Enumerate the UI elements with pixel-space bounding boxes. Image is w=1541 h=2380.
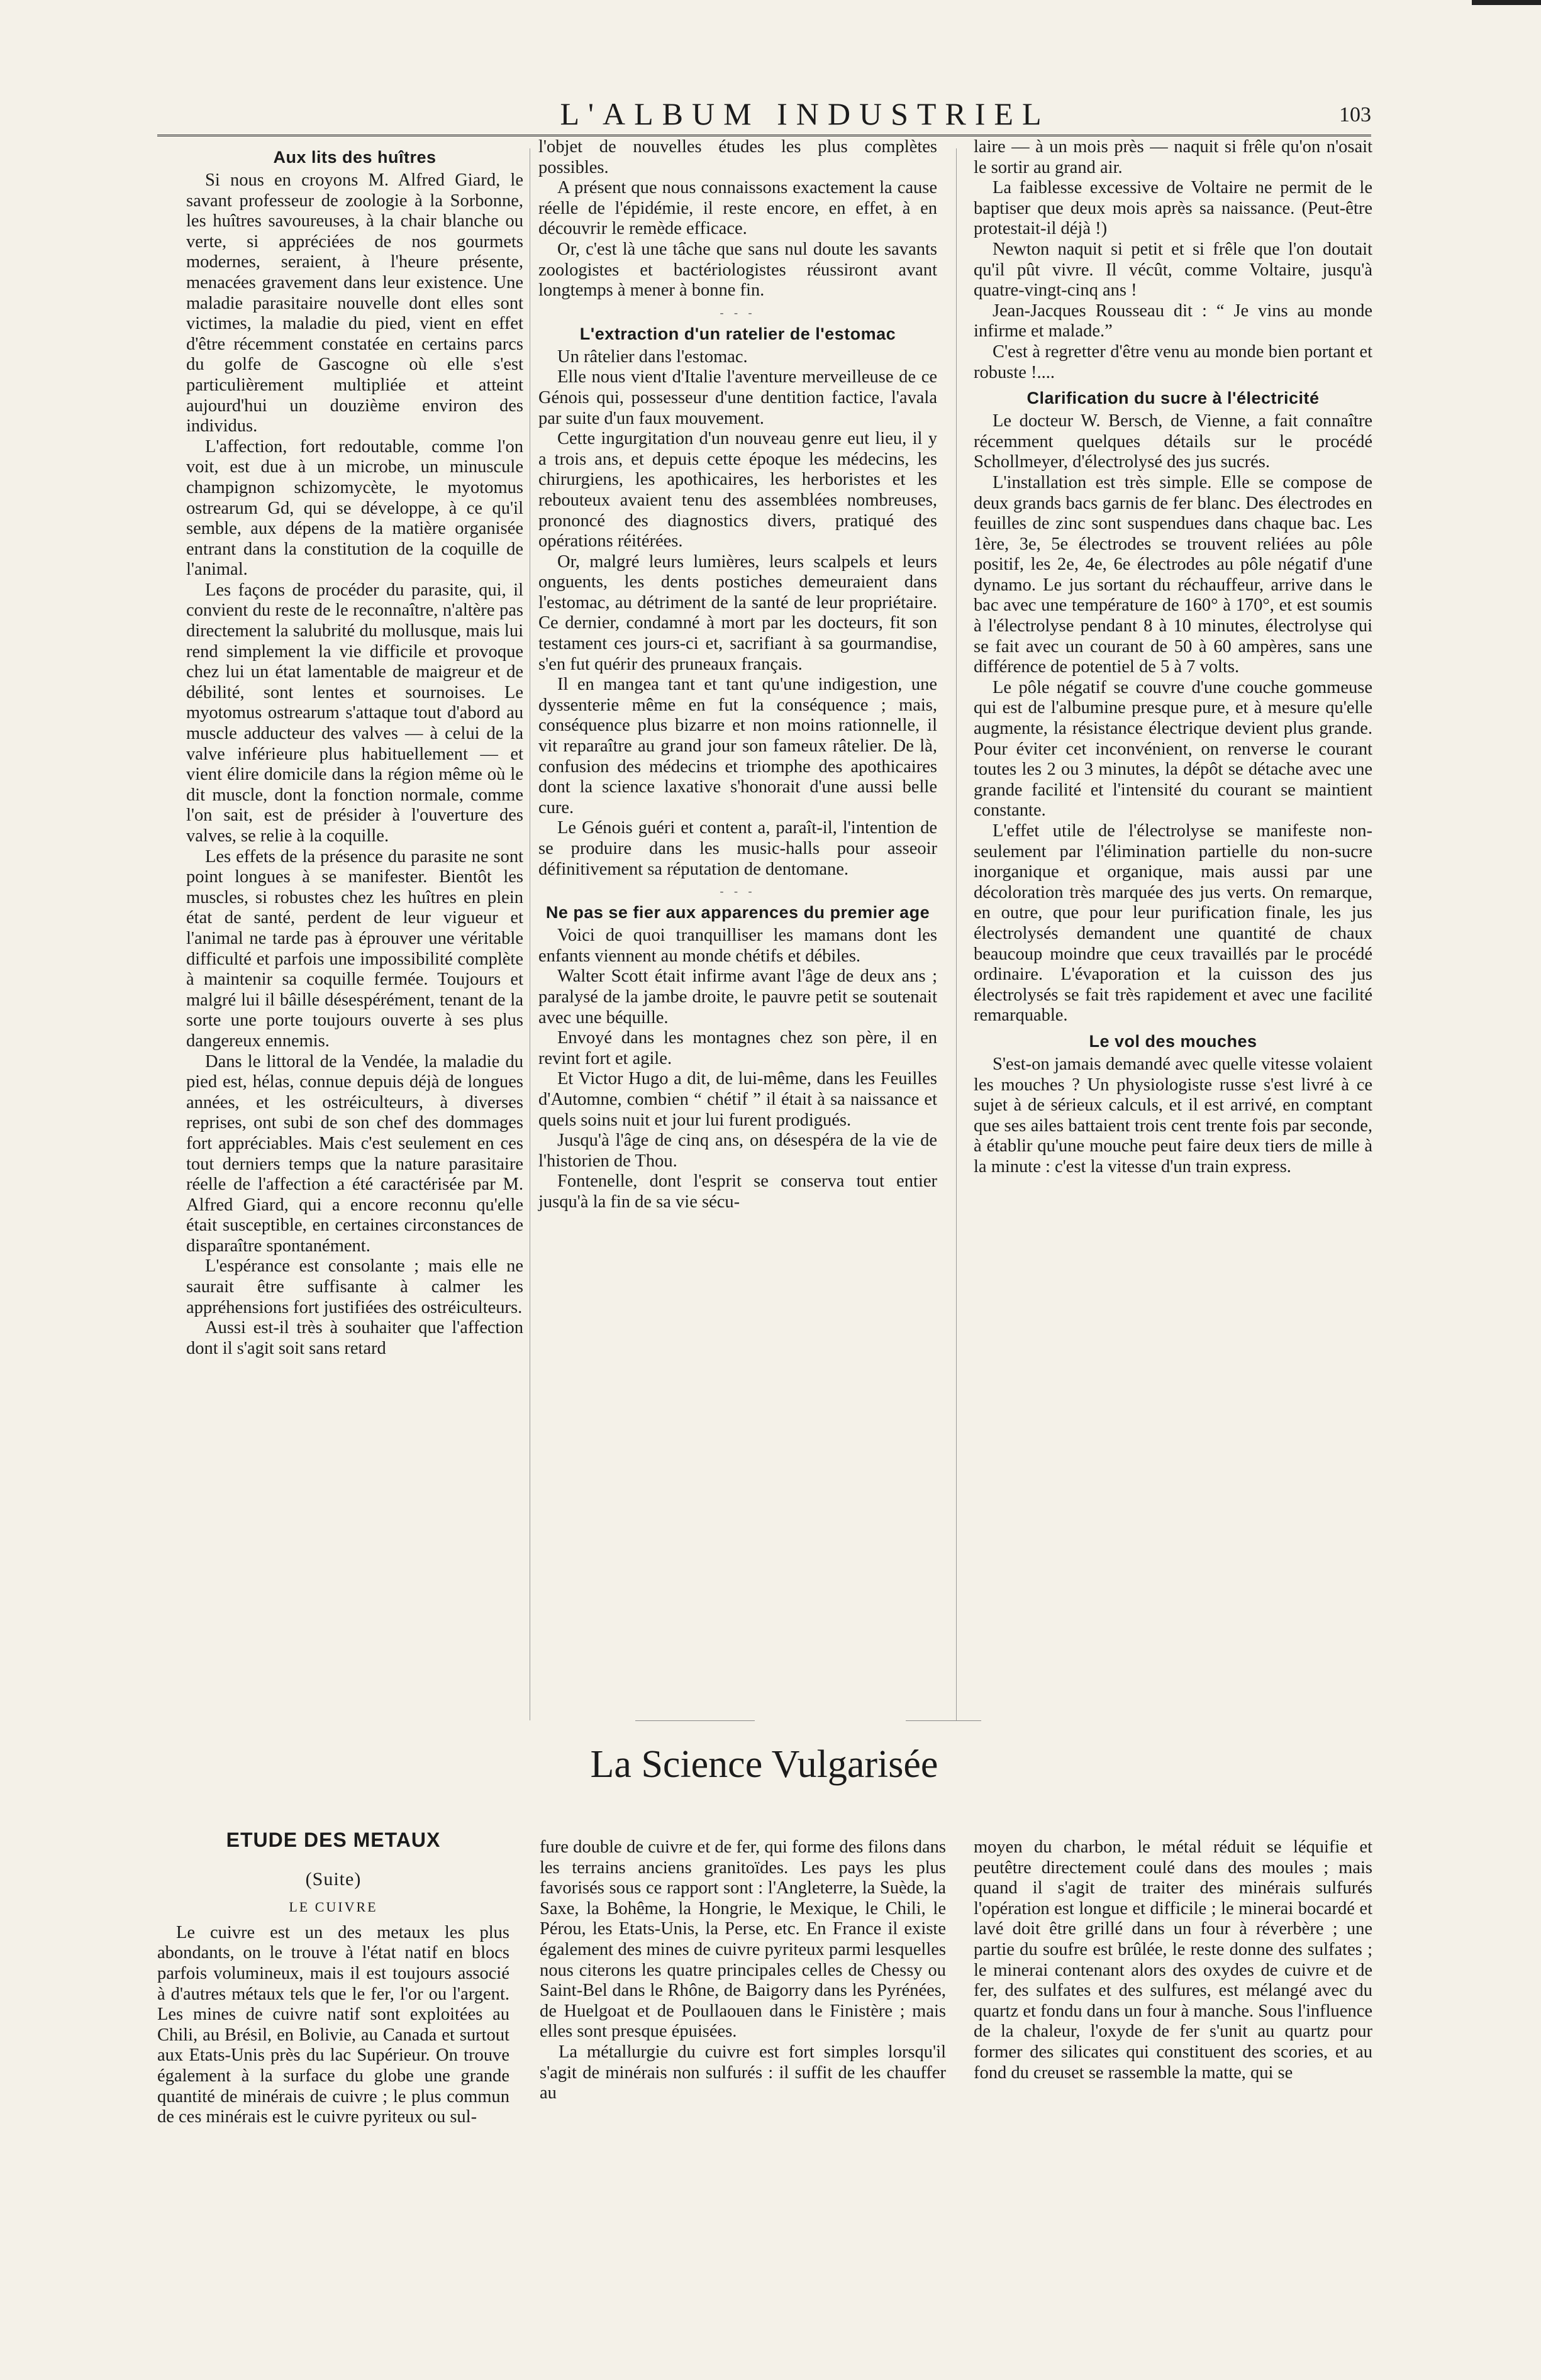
paragraph: laire — à un mois près — naquit si frêle qu'on n'osait le sortir au grand air. bbox=[974, 137, 1372, 177]
paragraph: La métallurgie du cuivre est fort simples lorsqu'il s'agit de minérais non sulfurés : il suffit de les chauffer au bbox=[540, 2042, 946, 2103]
article-heading: Aux lits des huîtres bbox=[273, 148, 437, 167]
paragraph: Dans le littoral de la Vendée, la maladie du pied est, hélas, connue depuis déjà de longues années, et les ostréiculteurs, à diverses reprises, ont subi de son chef des dommages fort appréciables. Mais c'est seulement en ces tout derniers temps que la nature parasitaire réelle de l'affection a été caractérisée par M. Alfred Giard, qui a encore reconnu qu'elle était susceptible, en certaines circonstances de disparaître spontanément. bbox=[186, 1051, 523, 1256]
paragraph: Envoyé dans les montagnes chez son père, il en revint fort et agile. bbox=[538, 1028, 937, 1068]
paragraph: l'objet de nouvelles études les plus complètes possibles. bbox=[538, 137, 937, 177]
bottom-column-3 bbox=[974, 1837, 1372, 2083]
paragraph: Or, malgré leurs lumières, leurs scalpels et leurs onguents, les dents postiches demeuraient dans l'estomac, au détriment de la santé de leur propriétaire. Ce dernier, condamné à mort par les docteurs, fit son testament ces jours-ci et, sacrifiant à sa gourmandise, s'en fut quérir des pruneaux français. bbox=[538, 551, 937, 674]
section-subtitle: LE CUIVRE bbox=[289, 1899, 378, 1915]
article-column-3 bbox=[974, 137, 1372, 1178]
section-continuation: (Suite) bbox=[305, 1868, 362, 1890]
paragraph: Le docteur W. Bersch, de Vienne, a fait connaître récemment quelques détails sur le procédé Schollmeyer, d'électrolysé des jus sucrés. bbox=[974, 411, 1372, 472]
paragraph: Les effets de la présence du parasite ne sont point longues à se manifester. Bientôt les muscles, si robustes chez les huîtres en plein état de santé, perdent de leur vigueur et l'animal ne tarde pas à éprouver une véritable difficulté et parfois une impossibilité complète à maintenir sa coquille fermée. Toujours et malgré lui il bâille désespérément, tenant de la sorte une porte toujours ouverte à ses plus dangereux ennemis. bbox=[186, 846, 523, 1051]
paragraph: L'installation est très simple. Elle se compose de deux grands bacs garnis de fer blanc. Des électrodes en feuilles de zinc sont suspendues dans chaque bac. Les 1ère, 3e, 5e électrodes se trouvent reliées au pôle positif, les 2e, 4e, 6e électrodes au pôle négatif d'une dynamo. Le jus sortant du réchauffeur, arrive dans le bac avec une température de 160° à 170°, et est soumis à l'électrolyse pendant 8 à 10 minutes, électrolyse qui se fait avec un courant de 50 à 60 ampères, sans une différence de potentiel de 5 à 7 volts. bbox=[974, 472, 1372, 677]
paragraph: Or, c'est là une tâche que sans nul doute les savants zoologistes et bactériologistes réussiront avant longtemps à mener à bonne fin. bbox=[538, 239, 937, 301]
article-column-1 bbox=[186, 148, 523, 1359]
paragraph: Voici de quoi tranquilliser les mamans dont les enfants viennent au monde chétifs et débiles. bbox=[538, 926, 937, 966]
paragraph: S'est-on jamais demandé avec quelle vitesse volaient les mouches ? Un physiologiste russe s'est livré à ce sujet à de sérieux calculs, et il est arrivé, en comptant que ses ailes battaient trois cent trente fois par seconde, à établir qu'une mouche peut faire deux tiers de mille à la minute : c'est la vitesse d'un train express. bbox=[974, 1054, 1372, 1176]
paragraph: Jean-Jacques Rousseau dit : “ Je vins au monde infirme et malade.” bbox=[974, 301, 1372, 341]
article-column-2 bbox=[538, 137, 937, 1213]
article-heading: L'extraction d'un ratelier de l'estomac bbox=[579, 324, 896, 343]
paragraph: L'espérance est consolante ; mais elle ne saurait être suffisante à calmer les appréhensions fort justifiées des ostréiculteurs. bbox=[186, 1256, 523, 1317]
top-edge-bar bbox=[1472, 0, 1541, 5]
paragraph: Walter Scott était infirme avant l'âge de deux ans ; paralysé de la jambe droite, le pauvre petit se soutenait avec une béquille. bbox=[538, 966, 937, 1027]
paragraph: Et Victor Hugo a dit, de lui-même, dans les Feuilles d'Automne, combien “ chétif ” il était à sa naissance et quels soins nuit et jour lui furent prodigués. bbox=[538, 1069, 937, 1130]
separator: - - - bbox=[720, 306, 756, 319]
paragraph: fure double de cuivre et de fer, qui forme des filons dans les terrains anciens granitoïdes. Les pays les plus favorisés sous ce rapport sont : l'Angleterre, la Suède, la Saxe, la Bohême, la Hongrie, le Mexique, le Chili, le Pérou, les Etats-Unis, la Perse, etc. En France il existe également des mines de cuivre pyriteux parmi lesquelles nous citerons les quatre principales celles de Chessy ou Saint-Bel dans le Rhône, de Baigorry dans les Pyrénées, de Huelgoat et de Poullaouen dans le Finistère ; mais elles sont presque épuisées. bbox=[540, 1837, 946, 2042]
bottom-column-1 bbox=[157, 1830, 509, 2128]
paragraph: Un râtelier dans l'estomac. bbox=[557, 346, 748, 367]
page-number: 103 bbox=[1339, 103, 1371, 126]
paragraph: C'est à regretter d'être venu au monde bien portant et robuste !.... bbox=[974, 341, 1372, 382]
paragraph: Aussi est-il très à souhaiter que l'affection dont il s'agit soit sans retard bbox=[186, 1318, 523, 1358]
section-title: ETUDE DES METAUX bbox=[226, 1829, 441, 1851]
publication-title: L'ALBUM INDUSTRIEL bbox=[560, 96, 1050, 131]
article-heading: Le vol des mouches bbox=[1089, 1031, 1257, 1051]
column-divider bbox=[956, 148, 957, 1720]
header-rule bbox=[157, 135, 1371, 136]
paragraph: Il en mangea tant et tant qu'une indigestion, une dyssenterie même en fut la conséquence ; mais, conséquence plus bizarre et non moins rationnelle, il vit reparaître au grand jour son fameux râtelier. De là, confusion des médecins et triomphe des apothicaires dont la science laxative s'honorait d'une aussi belle cure. bbox=[538, 675, 937, 817]
paragraph: Le pôle négatif se couvre d'une couche gommeuse qui est de l'albumine presque pure, et à mesure qu'elle augmente, la résistance électrique devient plus grande. Pour éviter cet inconvénient, on renverse le courant toutes les 2 ou 3 minutes, la dépôt se détache avec une grande facilité et l'intensité du courant se maintient constante. bbox=[974, 677, 1372, 821]
paragraph: Si nous en croyons M. Alfred Giard, le savant professeur de zoologie à la Sorbonne, les huîtres savoureuses, à la chair blanche ou verte, si appréciées de nos gourmets modernes, seraient, à l'heure présente, menacées gravement dans leur existence. Une maladie parasitaire nouvelle dont elles sont victimes, la maladie du pied, vient en effet d'être récemment constatée en certains parcs du golfe de Gascogne où elle s'est particulièrement multipliée et atteint aujourd'hui un douzième environ des individus. bbox=[186, 170, 523, 436]
separator: - - - bbox=[720, 885, 756, 898]
paragraph: L'affection, fort redoutable, comme l'on voit, est due à un microbe, un minuscule champignon schizomycète, le myotomus ostrearum Gd, qui se développe, à ce qu'il semble, aux dépens de la matière organisée entrant dans la constitution de la coquille de l'animal. bbox=[186, 436, 523, 580]
page-header bbox=[157, 94, 1371, 138]
paragraph: Elle nous vient d'Italie l'aventure merveilleuse de ce Génois qui, possesseur d'une dentition factice, l'avala par suite d'un faux mouvement. bbox=[538, 367, 937, 428]
paragraph: Le cuivre est un des metaux les plus abondants, on le trouve à l'état natif en blocs parfois volumineux, mais il est toujours associé à d'autres métaux tels que le fer, l'or ou l'argent. Les mines de cuivre natif sont exploitées au Chili, au Brésil, en Bolivie, au Canada et surtout aux Etats-Unis près du lac Supérieur. On trouve également à la surface du globe une grande quantité de minérais de cuivre ; le plus commun de ces minérais est le cuivre pyriteux ou sul- bbox=[157, 1922, 509, 2127]
paragraph: Le Génois guéri et content a, paraît-il, l'intention de se produire dans les music-halls pour asseoir définitivement sa réputation de dentomane. bbox=[538, 818, 937, 879]
paragraph: moyen du charbon, le métal réduit se léquifie et peutêtre directement coulé dans des moules ; mais quand il s'agit de traiter des minérais sulfurés l'opération est longue et difficile ; le minerai bocardé et lavé doit être grillé dans un four à réverbère ; une partie du soufre est brûlée, le reste donne des sulfates ; le minerai contenant alors des oxydes de cuivre et de fer, des sulfates et des sulfures, est mélangé avec du quartz et fondu dans un four à manche. Sous l'influence de la chaleur, l'oxyde de fer s'unit au quartz pour former des silicates qui constituent des scories, et au fond du creuset se rassemble la matte, qui se bbox=[974, 1837, 1372, 2083]
paragraph: Jusqu'à l'âge de cinq ans, on désespéra de la vie de l'historien de Thou. bbox=[538, 1131, 937, 1171]
banner-rule bbox=[635, 1720, 755, 1721]
article-heading: Ne pas se fier aux apparences du premier age bbox=[545, 903, 930, 922]
paragraph: La faiblesse excessive de Voltaire ne permit de le baptiser que deux mois après sa naissance. (Peut-être protestait-il déjà !) bbox=[974, 178, 1372, 239]
article-heading: Clarification du sucre à l'électricité bbox=[1026, 389, 1320, 408]
banner-rule bbox=[906, 1720, 981, 1721]
bottom-column-2 bbox=[540, 1837, 946, 2104]
paragraph: A présent que nous connaissons exactement la cause réelle de l'épidémie, il reste encore, en effet, à en découvrir le remède efficace. bbox=[538, 178, 937, 239]
paragraph: L'effet utile de l'électrolyse se manifeste non-seulement par l'élimination partielle du non-sucre inorganique et organique, mais aussi par une décoloration très marquée des jus verts. On remarque, en outre, que pour leur purification finale, les jus électrolysés demandent une quantité de chaux beaucoup moindre que ceux travaillés par le procédé ordinaire. L'évaporation et la cuisson des jus électrolysés se fait très rapidement et avec une facilité remarquable. bbox=[974, 821, 1372, 1026]
paragraph: Cette ingurgitation d'un nouveau genre eut lieu, il y a trois ans, et depuis cette époque les médecins, les chirurgiens, les apothicaires, les herboristes et les rebouteux avaient tenu des assemblées nombreuses, prononcé des diagnostics divers, pratiqué des opérations réitérées. bbox=[538, 429, 937, 551]
paragraph: Les façons de procéder du parasite, qui, il convient du reste de le reconnaître, n'altère pas directement la salubrité du mollusque, mais lui rend simplement la vie difficile et provoque chez lui un état lamentable de maigreur et de débilité, sont lentes et sournoises. Le myotomus ostrearum s'attaque tout d'abord au muscle adducteur des valves — à celui de la valve inférieure plus habituellement — et vient élire domicile dans la région même où le dit muscle, dont la fonction normale, comme l'on sait, est de présider à l'ouverture des valves, se relie à la coquille. bbox=[186, 580, 523, 846]
paragraph: Fontenelle, dont l'esprit se conserva tout entier jusqu'à la fin de sa vie sécu- bbox=[538, 1171, 937, 1212]
paragraph: Newton naquit si petit et si frêle que l'on doutait qu'il pût vivre. Il vécût, comme Voltaire, jusqu'à quatre-vingt-cinq ans ! bbox=[974, 239, 1372, 301]
section-banner: La Science Vulgarisée bbox=[590, 1743, 938, 1786]
